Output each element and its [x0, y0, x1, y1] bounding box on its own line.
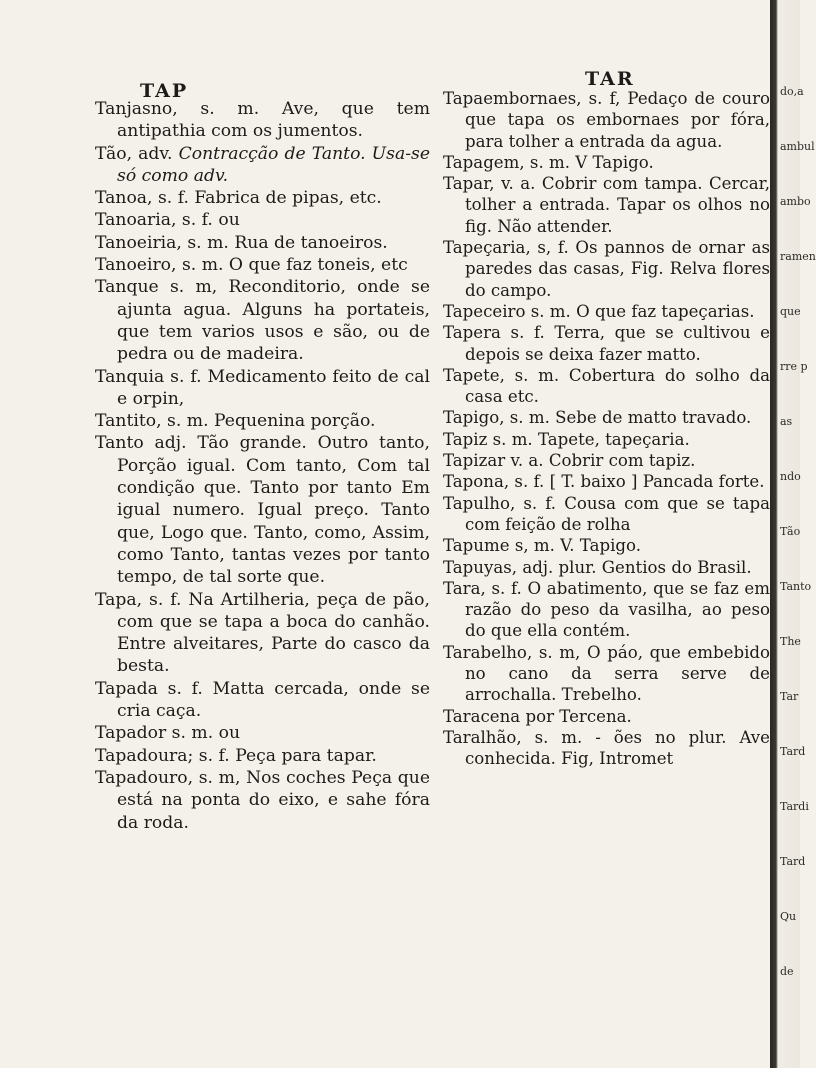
facing-page-fragment: The [780, 635, 801, 648]
dictionary-entry [443, 237, 770, 301]
entry-definition: , s. m. O que faz toneis, etc [171, 255, 408, 276]
entry-headword: Taralhão [443, 727, 517, 747]
dictionary-entry [443, 450, 770, 471]
dictionary-entry [95, 366, 430, 411]
dictionary-entry [95, 209, 430, 231]
facing-page-fragment: Tanto [780, 580, 812, 593]
dictionary-entry [443, 322, 770, 365]
entry-headword: Tapulho [443, 493, 510, 513]
entry-definition: s. f. Terra, que se cultivou e depois se deixa fazer matto. [465, 323, 770, 364]
dictionary-entry [443, 535, 770, 556]
entry-headword: Tapeceiro [443, 301, 526, 321]
entry-headword: Tanquia [95, 366, 165, 387]
dictionary-entry [443, 642, 770, 706]
dictionary-entry [95, 432, 430, 588]
entry-headword: Tapuyas [443, 557, 512, 577]
entry-headword: Tapador [95, 723, 167, 744]
entry-definition: s. m, Reconditorio, onde se ajunta agua. Alguns ha portateis, que tem varios usos e são, ou de pedra ou de madeira. [117, 277, 430, 365]
facing-page-fragment: que [780, 305, 801, 318]
entry-headword: Tapadoura [95, 745, 188, 766]
entry-definition: , s. m. Pequenina porção. [156, 411, 376, 432]
facing-page-fragment: ndo [780, 470, 801, 483]
dictionary-entry [443, 471, 770, 492]
entry-definition: , s. m. Ave, que tem antipathia com os jumentos. [117, 99, 430, 142]
entry-headword: Tapeçaria [443, 238, 526, 258]
entry-headword: Tanoeiro [95, 255, 172, 276]
entry-definition: , s. f. ou [171, 210, 240, 231]
entry-definition: , v. a. Cobrir com tampa. Cercar, tolher a entrada. Tapar os olhos no fig. Não attender. [465, 174, 770, 236]
entry-headword: Tanjasno [95, 99, 173, 119]
facing-page-fragment: Tão [780, 525, 801, 538]
dictionary-entry [95, 276, 430, 365]
entry-definition: , s. m. Rua de tanoeiros. [176, 232, 388, 253]
entry-headword: Tapume [443, 536, 510, 556]
dictionary-entry [443, 152, 770, 173]
entry-headword: Tanoaria [95, 210, 171, 231]
entry-definition: , adj. plur. Gentios do Brasil. [511, 557, 752, 577]
facing-page-fragment: Tar [780, 690, 799, 703]
entry-definition: , s. f. Cousa com que se tapa com feição de rolha [465, 493, 770, 534]
dictionary-entry [95, 745, 430, 767]
dictionary-entry [443, 173, 770, 237]
left-running-head: TAP [140, 80, 189, 102]
entry-definition: s. m. Tapete, tapeçaria. [487, 429, 690, 449]
entry-headword: Tapigo [443, 408, 500, 428]
facing-page-fragment: Tardi [780, 800, 809, 813]
facing-page-fragment: ambul [780, 140, 815, 153]
entry-definition: , s. f. Na Artilheria, peça de pão, com que se tapa a boca do canhão. Entre alveitares, Parte do casco da besta. [117, 589, 430, 677]
entry-headword: Tapizar [443, 451, 506, 471]
dictionary-entry [95, 98, 430, 143]
facing-page-fragment: ramen [780, 250, 816, 263]
dictionary-entry [443, 88, 770, 152]
dictionary-entry [443, 727, 770, 770]
dictionary-entry [95, 232, 430, 254]
facing-page-fragment: de [780, 965, 794, 978]
dictionary-entry [95, 722, 430, 744]
entry-definition: s. f. Medicamento feito de cal e orpin, [117, 366, 430, 409]
dictionary-entry [443, 407, 770, 428]
dictionary-entry [443, 429, 770, 450]
left-entry-list [95, 98, 430, 834]
entry-headword: Tapaembornaes [443, 89, 577, 108]
facing-page-fragment: rre p [780, 360, 808, 373]
entry-headword: Tapiz [443, 429, 488, 449]
dictionary-entry [95, 767, 430, 834]
entry-headword: Tapar [443, 174, 490, 194]
dictionary-entry [443, 493, 770, 536]
entry-definition: , s, f. Os pannos de ornar as paredes das casas, Fig. Relva flores do campo. [465, 238, 770, 300]
entry-definition: , s. f. [ T. baixo ] Pancada forte. [503, 472, 765, 492]
dictionary-entry [443, 578, 770, 642]
entry-definition: , s. f. O abatimento, que se faz em razão do peso da vasilha, ao peso do que ella contém. [465, 578, 770, 641]
entry-definition: adj. Tão grande. Outro tanto, Porção igual. Com tanto, Com tal condição que. Tanto por tanto Em igual numero. Igual preço. Tanto que, Logo que. Tanto, como, Assim, como Tanto, tantas vezes por tanto tempo, de tal sorte que. [117, 433, 430, 588]
dictionary-entry [443, 706, 770, 727]
right-running-head: TAR [585, 68, 635, 90]
facing-page-fragment: Tard [780, 745, 806, 758]
entry-headword: Tapera [443, 323, 501, 343]
dictionary-entry [443, 365, 770, 408]
entry-headword: Tanoa [95, 188, 148, 209]
right-entry-list [443, 88, 770, 770]
entry-definition: , s. m, O páo, que embebido no cano da serra serve de arrochalla. Trebelho. [465, 642, 770, 705]
entry-definition: , s. m. V Tapigo. [519, 152, 654, 172]
entry-headword: Tapadouro [95, 767, 188, 788]
facing-page-fragment: as [780, 415, 793, 428]
entry-definition: , s. m, Nos coches Peça que está na ponta do eixo, e sahe fóra da roda. [117, 767, 430, 833]
facing-page-fragment: do,a [780, 85, 804, 98]
entry-definition: , s. f. Fabrica de pipas, etc. [147, 188, 382, 209]
entry-definition: s, m. V. Tapigo. [509, 536, 641, 556]
entry-definition: , s. f, Pedaço de couro que tapa os embornaes por fóra, para tolher a entrada da agua. [465, 89, 770, 151]
dictionary-entry [95, 589, 430, 678]
entry-definition: s. m. O que faz tapeçarias. [525, 301, 755, 321]
entry-headword: Tanto [95, 433, 144, 454]
entry-definition: v. a. Cobrir com tapiz. [505, 451, 696, 471]
dictionary-entry [95, 254, 430, 276]
entry-definition: s. m. ou [166, 723, 241, 744]
dictionary-entry [443, 301, 770, 322]
entry-headword: Tapona [443, 472, 504, 492]
entry-definition: ; s. f. Peça para tapar. [187, 745, 377, 766]
entry-headword: Tapada [95, 678, 158, 699]
entry-headword: Tarabelho [443, 642, 527, 662]
dictionary-entry [95, 187, 430, 209]
entry-headword: Tapagem [443, 152, 520, 172]
entry-headword: Tão [95, 143, 127, 164]
dictionary-entry [95, 143, 430, 188]
facing-page-fragment: Qu [780, 910, 797, 923]
entry-definition: , s. m. - ões no plur. Ave conhecida. Fig, Intromet [465, 727, 770, 769]
entry-definition: , s. m. Cobertura do solho da casa etc. [465, 365, 770, 407]
entry-italic-note: Contracção de Tanto. Usa-se só como adv. [117, 143, 431, 186]
dictionary-entry [443, 557, 770, 578]
entry-headword: Tapete [443, 365, 500, 385]
entry-headword: Tanoeiria [95, 232, 177, 253]
entry-definition: por Tercena. [520, 706, 632, 726]
entry-headword: Tara [443, 578, 481, 598]
entry-definition: s. f. Matta cercada, onde se cria caça. [117, 678, 430, 722]
entry-definition: , adv. [126, 143, 179, 164]
facing-page-fragment: ambo [780, 195, 811, 208]
facing-page-fragment: Tard [780, 855, 806, 868]
entry-headword: Tanque [95, 277, 159, 298]
entry-headword: Tapa [95, 589, 137, 610]
entry-headword: Taracena [443, 706, 521, 726]
entry-headword: Tantito [95, 411, 157, 432]
dictionary-entry [95, 678, 430, 723]
entry-definition: , s. m. Sebe de matto travado. [499, 408, 752, 428]
dictionary-entry [95, 410, 430, 432]
